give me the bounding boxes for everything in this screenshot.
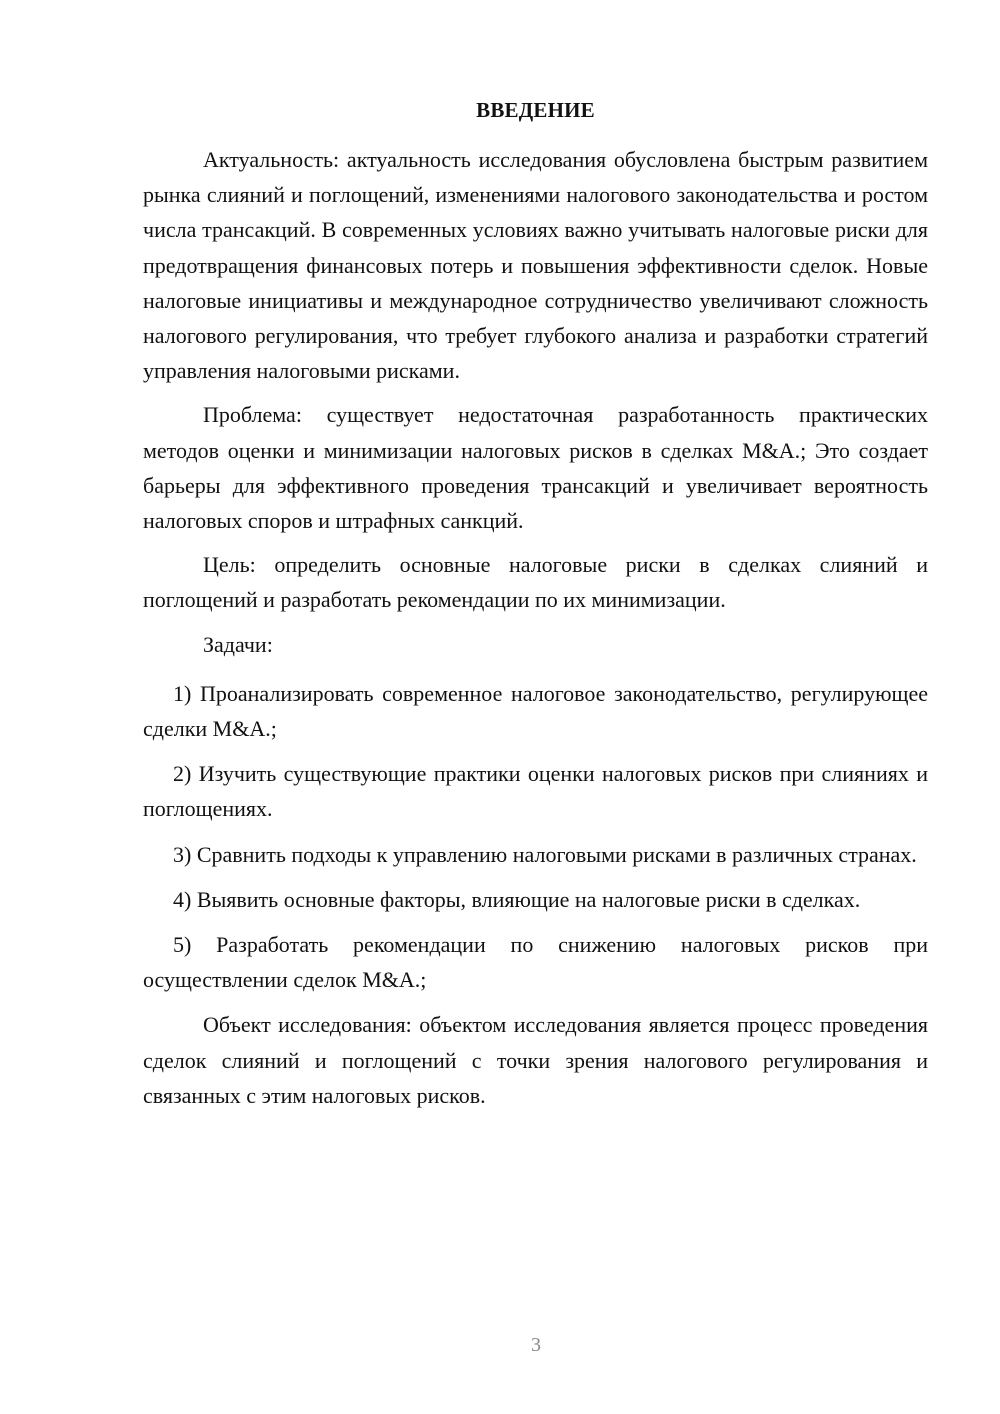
section-title: ВВЕДЕНИЕ bbox=[476, 98, 595, 122]
page-number: 3 bbox=[531, 1334, 541, 1356]
tasks-heading: Задачи: bbox=[203, 631, 273, 657]
paragraph-problem: Проблема: существует недостаточная разработанность практических методов оценки и минимизации налоговых рисков в сделках M&A.; Это создает барьеры для эффективного проведения трансакций и увеличивает вероятность налоговых споров и штрафных санкций. bbox=[143, 402, 928, 534]
paragraph-object: Объект исследования: объектом исследования является процесс проведения сделок слияний и поглощений с точки зрения налогового регулирования и связанных с этим налоговых рисков. bbox=[143, 1012, 928, 1108]
task-item-4: 4) Выявить основные факторы, влияющие на налоговые риски в сделках. bbox=[173, 886, 861, 912]
task-item-5: 5) Разработать рекомендации по снижению налоговых рисков при осуществлении сделок M&A.; bbox=[143, 932, 928, 993]
paragraph-goal: Цель: определить основные налоговые риски в сделках слияний и поглощений и разработать рекомендации по их минимизации. bbox=[143, 552, 928, 613]
paragraph-relevance: Актуальность: актуальность исследования обусловлена быстрым развитием рынка слияний и поглощений, изменениями налогового законодательства и ростом числа трансакций. В современных условиях важно учитывать налоговые риски для предотвращения финансовых потерь и повышения эффективности сделок. Новые налоговые инициативы и международное сотрудничество увеличивают сложность налогового регулирования, что требует глубокого анализа и разработки стратегий управления налоговыми рисками. bbox=[143, 147, 928, 384]
task-item-1: 1) Проанализировать современное налоговое законодательство, регулирующее сделки M&A.; bbox=[143, 680, 928, 742]
task-item-3: 3) Сравнить подходы к управлению налоговыми рисками в различных странах. bbox=[173, 841, 917, 867]
page-body bbox=[143, 92, 928, 1122]
task-item-2: 2) Изучить существующие практики оценки налоговых рисков при слияниях и поглощениях. bbox=[143, 761, 928, 822]
